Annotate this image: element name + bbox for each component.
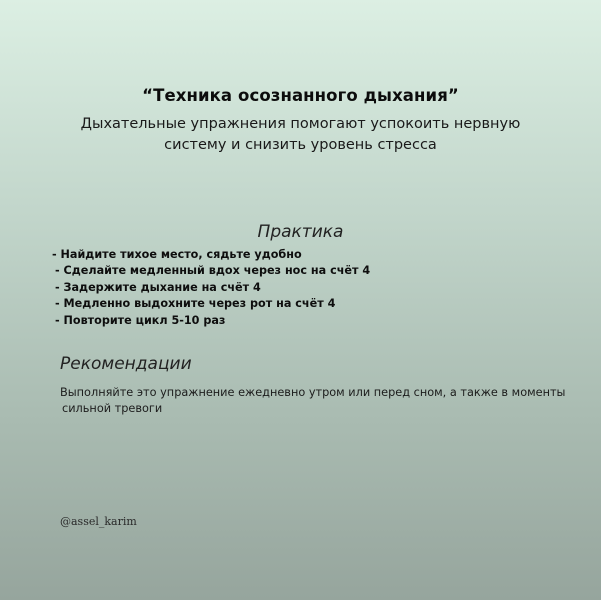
practice-step: - Задержите дыхание на счёт 4 — [55, 280, 261, 294]
recommendations-line: Выполняйте это упражнение ежедневно утром или перед сном, а также в моменты — [60, 386, 566, 399]
author-handle: @assel_karim — [60, 515, 137, 528]
recommendations-line: сильной тревоги — [62, 402, 163, 415]
recommendations-text — [60, 385, 566, 417]
practice-step: - Найдите тихое место, сядьте удобно — [52, 248, 302, 261]
practice-steps-list — [52, 247, 370, 329]
practice-step: - Сделайте медленный вдох через нос на счёт 4 — [55, 264, 371, 278]
practice-heading: Практика — [257, 222, 344, 242]
recommendations-heading: Рекомендации — [60, 354, 192, 374]
post-title: “Техника осознанного дыхания” — [142, 86, 459, 105]
post-subtitle: Дыхательные упражнения помогают успокоить нервную систему и снизить уровень стресса — [80, 116, 521, 153]
practice-step: - Медленно выдохните через рот на счёт 4 — [55, 297, 336, 311]
practice-step: - Повторите цикл 5-10 раз — [55, 313, 226, 327]
